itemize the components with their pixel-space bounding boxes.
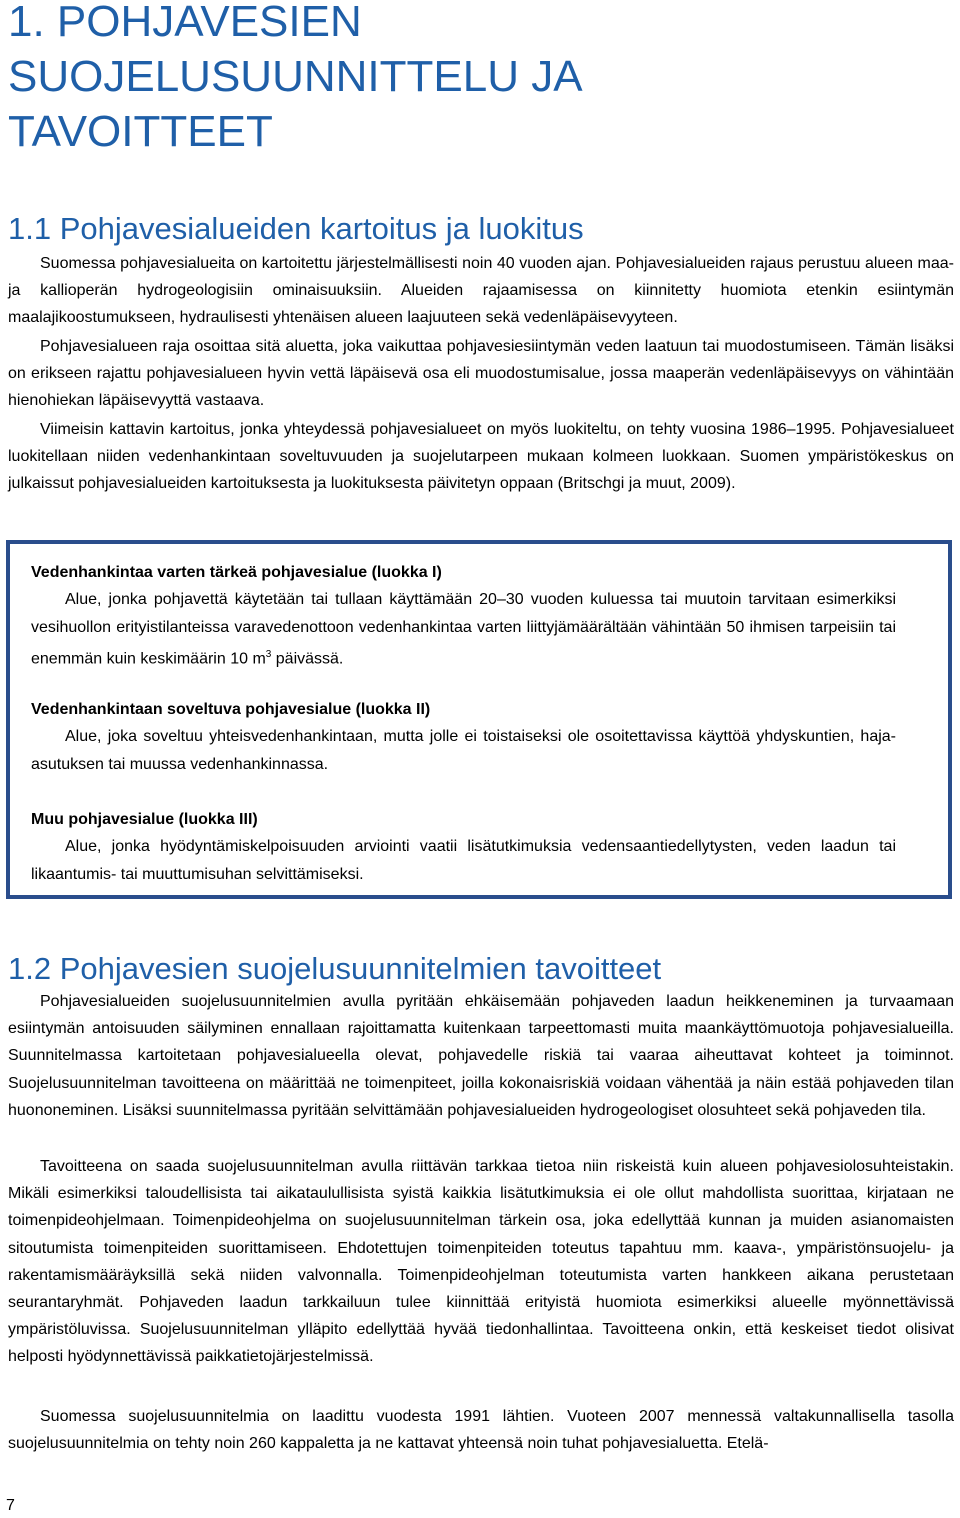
section-2-paragraph-3: Suomessa suojelusuunnitelmia on laadittu vuodesta 1991 lähtien. Vuoteen 2007 mennessä valtakunnallisella tasolla suojelusuunnitelmia on tehty noin 260 kappaletta ja ne kattavat yhteensä noin tuhat pohjavesialuetta. Etelä- [8,1408,954,1453]
section-1-paragraph-1: Suomessa pohjavesialueita on kartoitettu järjestelmällisesti noin 40 vuoden ajan. Pohjavesialueiden rajaus perustuu alueen maa- ja kallioperän hydrogeologisiin ominaisuuksiin. Alueiden rajaamisessa on kiinnitetty huomiota etenkin esiintymän maalajikoostumukseen, hydraulisesti yhtenäisen alueen laajuuteen sekä vedenläpäisevyyteen. [8,255,954,327]
chapter-heading-line-3: TAVOITTEET [8,107,273,156]
class-3-title: Muu pohjavesialue (luokka III) [31,811,258,828]
chapter-heading-line-1: 1. POHJAVESIEN [8,0,362,46]
section-1-paragraph-2: Pohjavesialueen raja osoittaa sitä aluetta, joka vaikuttaa pohjavesiesiintymän veden laatuun tai muodostumiseen. Tämän lisäksi on erikseen rajattu pohjavesialueen hyvin vettä läpäisevä osa eli muodostumisalue, jossa maaperän vedenläpäisevyys on vähintään hienohiekan läpäisevyyttä vastaava. [8,338,954,410]
class-2-title: Vedenhankintaan soveltuva pohjavesialue (luokka II) [31,701,431,718]
class-3-text: Alue, jonka hyödyntämiskelpoisuuden arviointi vaatii lisätutkimuksia vedensaantiedellytysten, veden laadun tai likaantumis- tai muuttumisuhan selvittämiseksi. [31,838,896,883]
class-2-entry [31,696,896,778]
section-2-paragraph-2: Tavoitteena on saada suojelusuunnitelman avulla riittävän tarkkaa tietoa niin riskeistä kuin alueen pohjavesiolosuhteistakin. Mikäli esimerkiksi taloudellisista tai aikataulullisista syistä kaikkia lisätutkimuksia ei ole ollut mahdollista suorittaa, kirjataan ne toimenpideohjelmaan. Toimenpideohjelma on suojelusuunnitelman tärkein osa, joka edellyttää kunnan ja muiden asianomaisten sitoutumista toimenpiteiden suorittamiseen. Ehdotettujen toimenpiteiden toteutus tapahtuu mm. kaava-, ympäristönsuojelu- ja rakentamismääräyksillä sekä niiden valvonnalla. Toimenpideohjelman toteutumista varten hankkeen aikana perustetaan seurantaryhmät. Pohjaveden laadun tarkkailuun tulee kiinnittää erityistä huomiota esimerkiksi alueelle myönnettävissä ympäristöluvissa. Suojelusuunnitelman ylläpito edellyttää hyvää tiedonhallintaa. Tavoitteena onkin, että keskeiset tiedot olisivat helposti hyödynnettävissä paikkatietojärjestelmissä. [8,1158,954,1366]
page-number: 7 [6,1497,15,1514]
class-1-title: Vedenhankintaa varten tärkeä pohjavesialue (luokka I) [31,564,442,581]
class-1-superscript: 3 [265,649,272,661]
chapter-heading-line-2: SUOJELUSUUNNITTELU JA [8,52,583,101]
class-1-entry [31,559,896,673]
chapter-heading [8,0,948,159]
classification-box [6,540,952,899]
section-2-paragraph-1: Pohjavesialueiden suojelusuunnitelmien avulla pyritään ehkäisemään pohjaveden laadun heikkeneminen ja turvaamaan esiintymän antoisuuden säilyminen ennallaan rajoittamatta kuitenkaan tarpeettomasti muita maankäyttömuotoja pohjavesialueilla. Suunnitelmassa kartoitetaan pohjavesialueella olevat, pohjavedelle riskiä tai vaaraa aiheuttavat kohteet ja toiminnot. Suojelusuunnitelman tavoitteena on määrittää ne toimenpiteet, joilla kokonaisriskiä voidaan vähentää ja näin estää pohjaveden tilan huononeminen. Lisäksi suunnitelmassa pyritään selvittämään pohjavesialueiden hydrogeologiset olosuhteet sekä pohjaveden tila. [8,993,954,1119]
section-1-paragraph-3: Viimeisin kattavin kartoitus, jonka yhteydessä pohjavesialueet on myös luokiteltu, on tehty vuosina 1986–1995. Pohjavesialueet luokitellaan niiden vedenhankintaan soveltuvuuden ja suojelutarpeen mukaan kolmeen luokkaan. Suomen ympäristökeskus on julkaissut pohjavesialueiden kartoituksesta ja luokituksesta päivitetyn oppaan (Britschgi ja muut, 2009). [8,421,954,493]
section-1-title: 1.1 Pohjavesialueiden kartoitus ja luokitus [8,211,584,246]
class-2-text: Alue, joka soveltuu yhteisvedenhankintaan, mutta jolle ei toistaiseksi ole osoitettavissa käyttöä yhdyskuntien, haja-asutuksen tai muussa vedenhankinnassa. [31,728,896,773]
class-1-text-main: Alue, jonka pohjavettä käytetään tai tullaan käyttämään 20–30 vuoden kuluessa tai muutoin tarvitaan esimerkiksi vesihuollon erityistilanteissa varavedenottoon vedenhankintaa varten liittyjämäärältään vähintään 50 ihmisen tarpeisiin tai enemmän kuin keskimäärin 10 m [31,591,896,668]
section-2-title: 1.2 Pohjavesien suojelusuunnitelmien tavoitteet [8,951,662,986]
class-1-text [31,586,896,673]
class-1-text-end: päivässä. [271,650,344,668]
class-3-entry [31,806,896,888]
